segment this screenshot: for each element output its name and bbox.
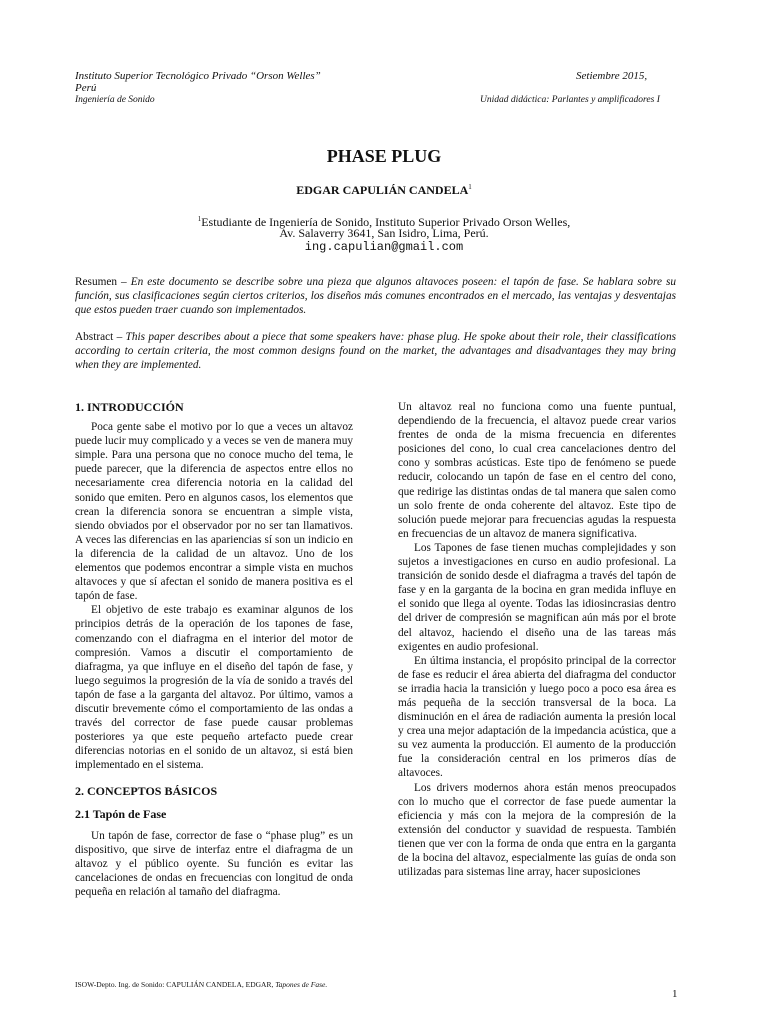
left-column <box>75 400 353 899</box>
resumen-label: Resumen – <box>75 276 131 288</box>
paper-title: PHASE PLUG <box>326 146 442 166</box>
subsection-heading-tapon: 2.1 Tapón de Fase <box>75 806 167 821</box>
right-paragraph-4: Los drivers modernos ahora están menos preocupados con lo mucho que el corrector de fase puede aumentar la eficiencia y más con la mejora de la compresión de la extensión del conductor y suavidad de respuesta. También tienen que ver con la forma de onda que entra en la garganta de la bocina del altavoz, especialmente las guías de onda son utilizadas para sistemas line array, hacer suposiciones <box>398 781 676 879</box>
tapon-paragraph-1: Un tapón de fase, corrector de fase o “phase plug” es un dispositivo, que sirve de interfaz entre el diafragma de un altavoz y el público oyente. Su función es evitar las cancelaciones de ondas en frecuencias con longitud de onda pequeña en relación al tamaño del diafragma. <box>75 829 353 898</box>
footer-prefix: ISOW-Depto. Ing. de Sonido: CAPULIÁN CANDELA, EDGAR, <box>75 980 276 989</box>
intro-paragraph-1: Poca gente sabe el motivo por lo que a veces un altavoz puede lucir muy complicado y a veces se ven de manera muy simple. Para una persona que no conoce mucho del tema, le puede parecer, que la diferencia de aspectos entre ellos no necesariamente crea diferencia notoria en la calidad del sonido que emiten. Pero en algunos casos, los elementos que crean la diferencia sonora se encuentran a simple vista, siendo obviados por el observador por no ser tan llamativos. A veces las diferencias en las apariencias sí son un indicio en la diferencia de la calidad de un altavoz. Uno de los elementos que podemos encontrar a simple vista en muchos altavoces y que sí afectan el sonido de manera positiva es el tapón de fase. <box>75 421 353 603</box>
right-column <box>398 400 676 879</box>
author-name: EDGAR CAPULIÁN CANDELA <box>296 183 469 197</box>
affiliation-text-1: Estudiante de Ingeniería de Sonido, Instituto Superior Privado Orson Welles, <box>201 215 571 229</box>
header-department: Ingeniería de Sonido <box>75 95 155 105</box>
header-unit: Unidad didáctica: Parlantes y amplificadores I <box>480 95 660 105</box>
affiliation-mark: 1 <box>197 215 202 223</box>
footer-title: Tapones de Fase. <box>275 980 328 989</box>
section-heading-conceptos: 2. CONCEPTOS BÁSICOS <box>75 784 218 799</box>
right-paragraph-2: Los Tapones de fase tienen muchas complejidades y son sujetos a investigaciones en curso en audio profesional. La transición de sonido desde el diafragma a través del tapón de fase y en la garganta de la bocina en gran medida influye en el sonido que llega al oyente. Todas las idiosincrasias dentro del driver de compresión se magnifican aún más por el brote del altavoz, haciendo el diseño una de las tareas más exigentes en audio profesional. <box>398 541 676 653</box>
section-heading-introduccion: 1. INTRODUCCIÓN <box>75 400 184 414</box>
author-mark: 1 <box>468 183 472 191</box>
header-institution: Instituto Superior Tecnológico Privado “Orson Welles” <box>75 70 321 82</box>
abstract-block <box>75 330 676 372</box>
abstract-label: Abstract – <box>75 331 126 343</box>
footer <box>75 980 327 989</box>
author-line <box>0 183 768 198</box>
resumen-text: En este documento se describe sobre una pieza que algunos altavoces poseen: el tapón de fase. Se hablara sobre su función, sus clasificaciones según ciertos criterios, los diseños más comunes encontrados en el mercado, las ventajas y desventajas que estos pueden traer cuando son implementados. <box>75 276 676 316</box>
abstract-text: This paper describes about a piece that some speakers have: phase plug. He spoke about their role, their classifications according to certain criteria, the most common designs found on the market, the advantages and disadvantages they may bring when they are implemented. <box>75 331 676 371</box>
header-country: Perú <box>75 82 97 94</box>
header-date: Setiembre 2015, <box>576 70 648 82</box>
author-email: ing.capulian@gmail.com <box>304 240 464 254</box>
resumen-block <box>75 275 676 317</box>
right-paragraph-3: En última instancia, el propósito principal de la corrector de fase es reducir el área abierta del diafragma del conductor se irradia hacia la transición y luego poco a poco esa área es más pequeña de la sección transversal de la boca. La disminución en el área de radiación aumenta la presión local y crea una mejor adaptación de la impedancia acústica, que a su vez aumenta la producción. El aumento de la producción fue la consideración central en los primeros días de altavoces. <box>398 654 676 780</box>
intro-paragraph-2: El objetivo de este trabajo es examinar algunos de los principios detrás de la operación de los tapones de fase, comenzando con el diafragma en el interior del motor de compresión. Vamos a discutir el comportamiento de diafragma, ya que influye en el diseño del tapón de fase, y luego seguimos la progresión de la vía de sonido a través del tapón de fase a la garganta del altavoz. Por último, vamos a discutir brevemente cómo el comportamiento de las ondas a través del corrector de fase puede causar problemas posteriores ya que este pequeño artefacto puede crear diferencias notorias en el sonido de un altavoz, si está bien implementado en el sistema. <box>75 604 353 772</box>
affiliation-line-2: Av. Salaverry 3641, San Isidro, Lima, Perú. <box>279 226 489 240</box>
page-number: 1 <box>672 988 678 1000</box>
right-paragraph-1: Un altavoz real no funciona como una fuente puntual, dependiendo de la frecuencia, el altavoz puede crear varios frentes de onda de la misma frecuencia en diferentes posiciones del cono, lo cual crea cancelaciones dentro del cono y sombras acústicas. Este tipo de fenómeno se puede reducir, colocando un tapón de fase en el centro del cono, que redirige las distintas ondas de tal manera que salen como un solo frente de onda coherente del altavoz. Este tipo de solución puede mejorar para frecuencias agudas la respuesta en frecuencias de un altavoz de manera significativa. <box>398 401 676 540</box>
